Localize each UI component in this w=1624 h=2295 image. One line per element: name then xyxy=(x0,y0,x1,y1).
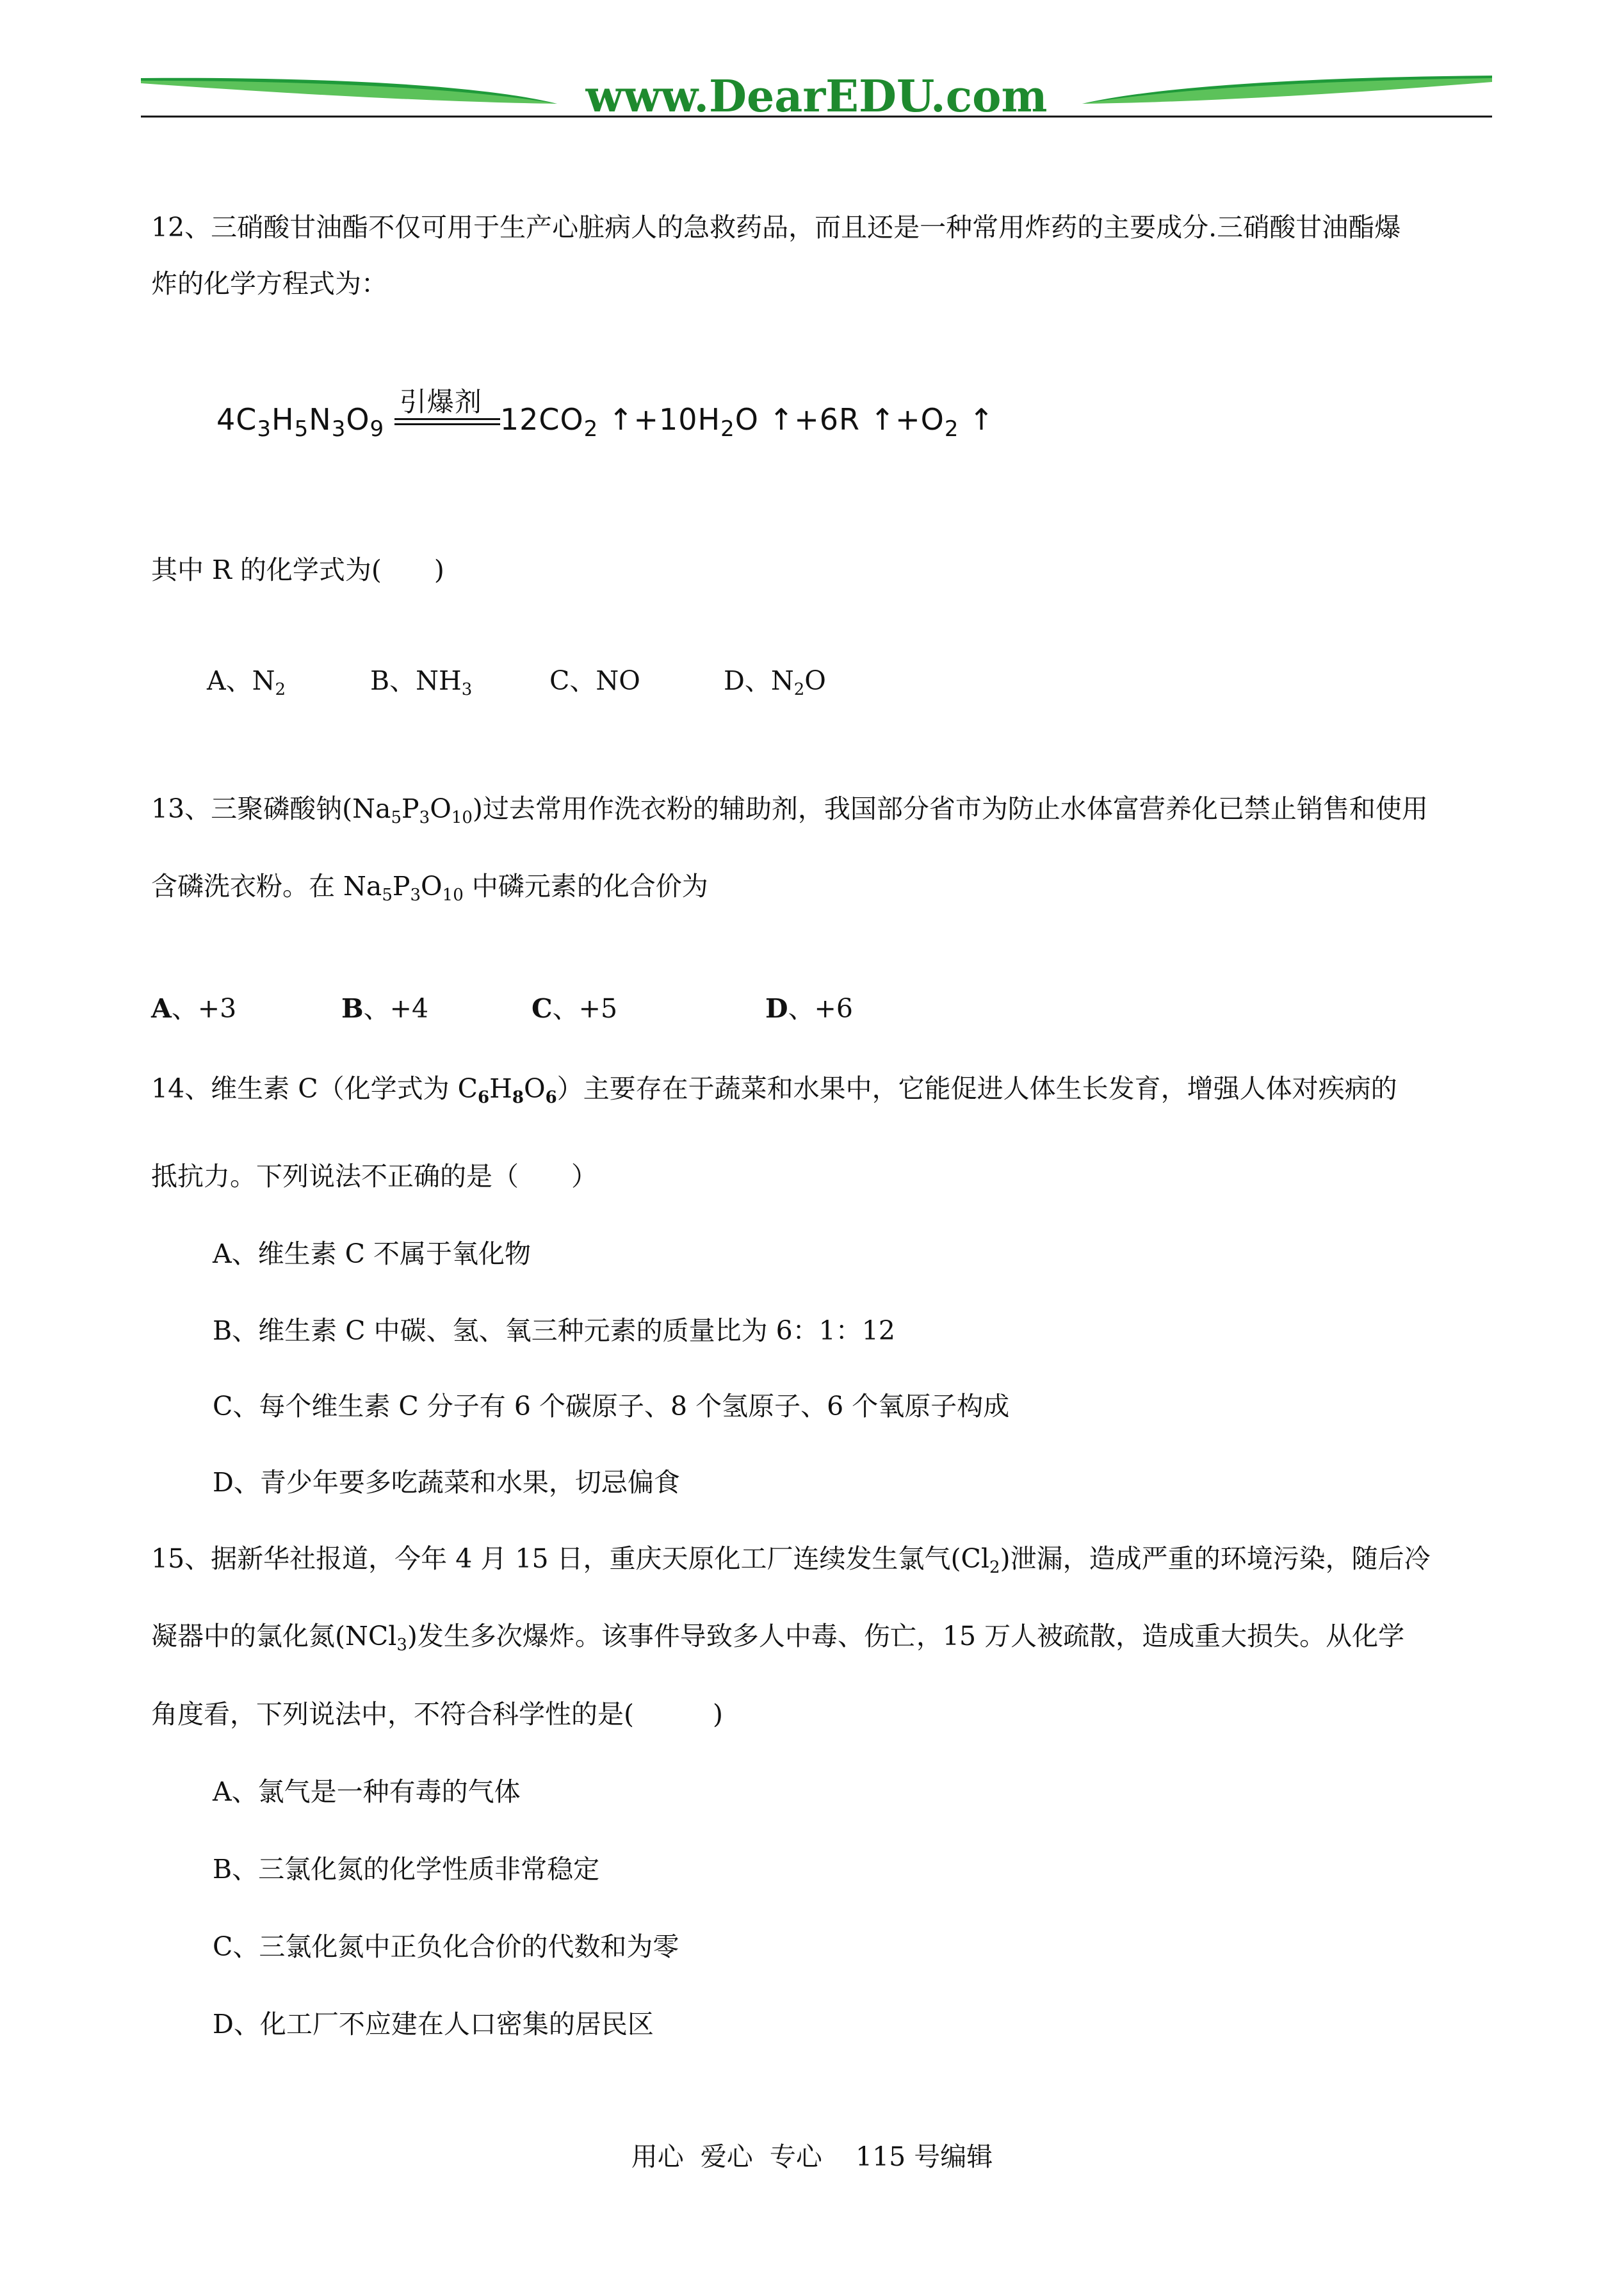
q15-option-d: D、化工厂不应建在人口密集的居民区 xyxy=(213,2009,654,2040)
q15-option-c: C、三氯化氮中正负化合价的代数和为零 xyxy=(213,1931,679,1962)
q12-option-a: A、$N_2$ xyxy=(207,665,286,699)
q15-line1: 15、据新华社报道，今年 4 月 15 日，重庆天原化工厂连续发生氯气$(Cl_2)$泄漏，造成严重的环境污染，随后冷 xyxy=(151,1543,1431,1577)
q12-option-b: B、$NH_3$ xyxy=(370,665,473,699)
q15-option-b: B、三氯化氮的化学性质非常稳定 xyxy=(213,1854,600,1885)
q14-line2: 抵抗力。下列说法不正确的是（ ） xyxy=(151,1161,597,1192)
q14-option-d: D、青少年要多吃蔬菜和水果，切忌偏食 xyxy=(213,1467,680,1498)
q13-line2: 含磷洗衣粉。在 $Na_5P_3O_{10}$ 中磷元素的化合价为 xyxy=(151,871,708,905)
q12-line1: 12、三硝酸甘油酯不仅可用于生产心脏病人的急救药品，而且还是一种常用炸药的主要成分.三硝酸甘油酯爆 xyxy=(151,212,1401,243)
reaction-condition-arrow xyxy=(394,385,500,435)
header-banner xyxy=(141,64,1492,128)
q12-option-c: C、NO xyxy=(549,665,640,696)
q15-option-a: A、氯气是一种有毒的气体 xyxy=(213,1776,521,1807)
q12-question: 其中 R 的化学式为( ) xyxy=(151,555,444,585)
q15-line3: 角度看，下列说法中，不符合科学性的是( ) xyxy=(151,1699,723,1730)
q12-option-d: D、$N_2O$ xyxy=(724,665,826,699)
q13-option-c: C、+5 xyxy=(532,993,618,1024)
q14-option-b: B、维生素 C 中碳、氢、氧三种元素的质量比为 6：1：12 xyxy=(213,1315,895,1346)
catalyst-label: 引爆剂 xyxy=(399,385,482,418)
site-name: www.DearEDU.com xyxy=(585,71,1048,122)
q12-equation: $4C_3H_5N_3O_9$ 引爆剂 $12CO_2$ $↑+10H_2O$ ↑+6R $↑+O_2$ ↑ xyxy=(216,402,995,437)
q13-option-b: B、+4 xyxy=(341,993,429,1024)
q13-option-a: A、+3 xyxy=(151,993,237,1024)
q12-line2: 炸的化学方程式为： xyxy=(151,268,387,299)
q13-option-d: D、+6 xyxy=(765,993,854,1024)
banner-leaf-graphic xyxy=(141,64,1492,128)
q13-line1: 13、三聚磷酸钠$(Na_5P_3O_{10})$过去常用作洗衣粉的辅助剂，我国部分省市为防止水体富营养化已禁止销售和使用 xyxy=(151,793,1428,827)
q14-option-a: A、维生素 C 不属于氧化物 xyxy=(213,1238,532,1269)
q15-line2: 凝器中的氯化氮(NCl$_3$)发生多次爆炸。该事件导致多人中毒、伤亡，15 万人被疏散，造成重大损失。从化学 xyxy=(151,1621,1405,1655)
q14-option-c: C、每个维生素 C 分子有 6 个碳原子、8 个氢原子、6 个氧原子构成 xyxy=(213,1391,1010,1422)
page-footer: 用心 爱心 专心 115 号编辑 xyxy=(631,2141,993,2172)
q14-line1: 14、维生素 C（化学式为 $C_6H_8O_6$）主要存在于蔬菜和水果中，它能促进人体生长发育，增强人体对疾病的 xyxy=(151,1073,1397,1107)
